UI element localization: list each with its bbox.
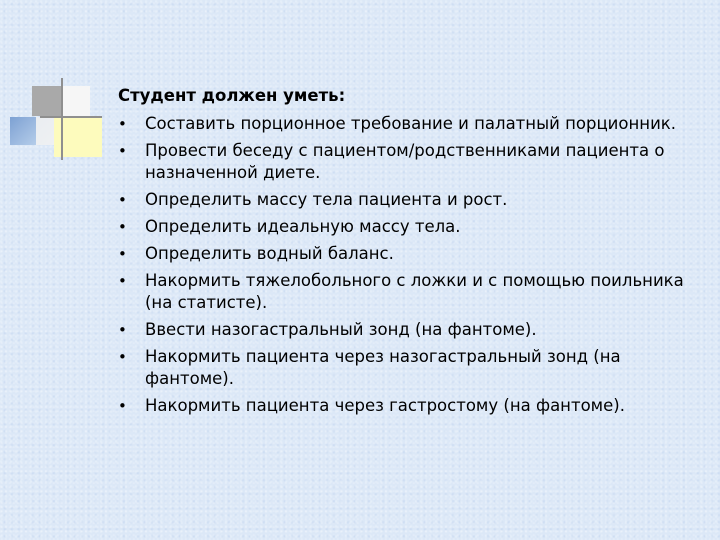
list-item	[118, 216, 698, 238]
list-item-text: Накормить тяжелобольного с ложки и с помощью поильника (на статисте).	[145, 271, 684, 312]
gray-square	[32, 86, 62, 116]
bullet-icon: •	[118, 272, 127, 290]
list-item-text: Накормить пациента через назогастральный зонд (на фантоме).	[145, 347, 621, 388]
decorative-squares-graphic	[0, 0, 110, 170]
list-item-text: Накормить пациента через гастростому (на фантоме).	[145, 396, 625, 415]
list-item-text: Ввести назогастральный зонд (на фантоме).	[145, 320, 537, 339]
list-item	[118, 113, 698, 135]
list-item	[118, 140, 698, 184]
bullet-icon: •	[118, 191, 127, 209]
list-item-text: Определить идеальную массу тела.	[145, 217, 461, 236]
list-item-text: Провести беседу с пациентом/родственниками пациента о назначенной диете.	[145, 141, 665, 182]
list-item	[118, 243, 698, 265]
list-item	[118, 395, 698, 417]
slide-content	[118, 83, 698, 417]
list-item	[118, 189, 698, 211]
list-item-text: Определить водный баланс.	[145, 244, 394, 263]
list-item	[118, 319, 698, 341]
list-item	[118, 346, 698, 390]
bullet-icon: •	[118, 218, 127, 236]
horizontal-divider-line	[40, 116, 102, 118]
bullet-icon: •	[118, 142, 127, 160]
bullet-icon: •	[118, 321, 127, 339]
bullet-icon: •	[118, 397, 127, 415]
list-item-text: Определить массу тела пациента и рост.	[145, 190, 508, 209]
list-item-text: Составить порционное требование и палатный порционник.	[145, 114, 676, 133]
bullet-icon: •	[118, 115, 127, 133]
list-item	[118, 270, 698, 314]
bullet-icon: •	[118, 348, 127, 366]
bullet-list	[118, 113, 698, 417]
white-square	[62, 86, 90, 118]
slide-heading: Студент должен уметь:	[118, 86, 346, 105]
vertical-divider-line	[61, 78, 63, 160]
bullet-icon: •	[118, 245, 127, 263]
